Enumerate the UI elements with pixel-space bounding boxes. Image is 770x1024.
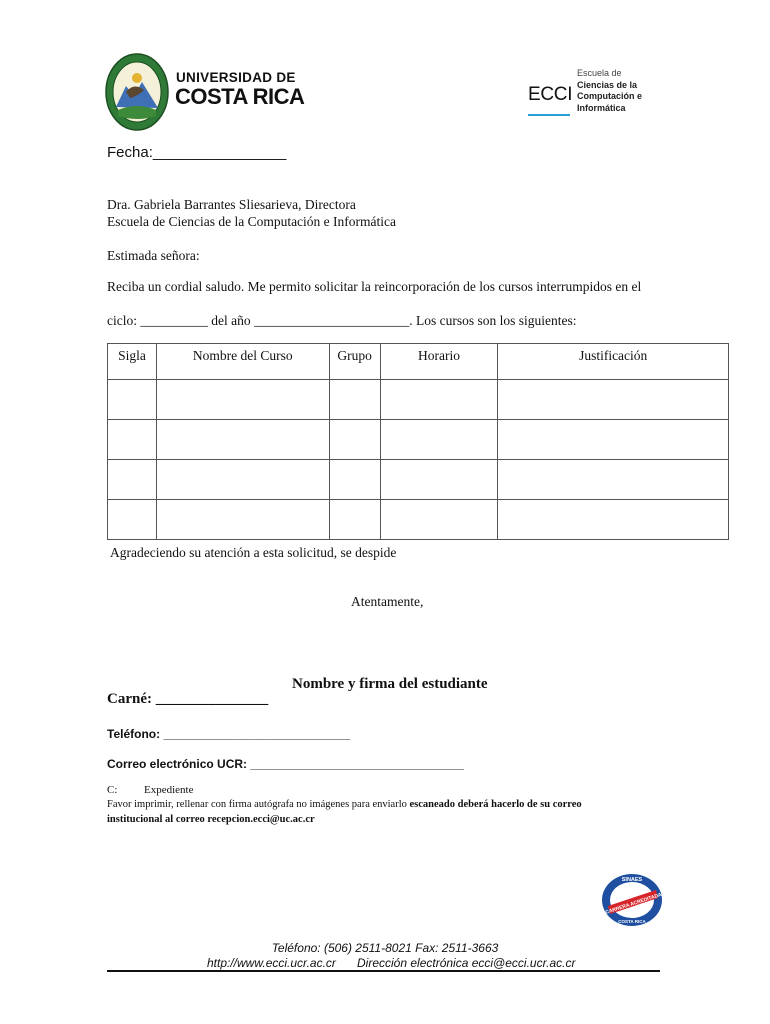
body-paragraph-line-1: Reciba un cordial saludo. Me permito solicitar la reincorporación de los cursos interrumpidos en el: [107, 279, 642, 294]
table-cell[interactable]: [108, 380, 157, 420]
seal-band-text: CARRERA ACREDITADA: [604, 891, 663, 916]
footer-email[interactable]: Dirección electrónica ecci@ecci.ucr.ac.cr: [357, 956, 576, 970]
table-row: [108, 420, 729, 460]
university-name-line-1: UNIVERSIDAD DE: [176, 70, 296, 85]
ucr-logo: [104, 52, 305, 134]
footer-divider: [107, 970, 660, 972]
body-paragraph-line-2[interactable]: ciclo: __________ del año _______________________. Los cursos son los siguientes:: [107, 313, 577, 328]
footer-contact-line: Teléfono: (506) 2511-8021 Fax: 2511-3663: [271, 941, 499, 955]
table-cell[interactable]: [498, 380, 729, 420]
ecci-name-line: Escuela de: [577, 68, 622, 78]
table-cell[interactable]: [498, 500, 729, 540]
ecci-name-line: Informática: [577, 102, 626, 113]
carne-field[interactable]: Carné: _______________: [107, 691, 269, 707]
instructions-note-line-1: [107, 799, 582, 810]
university-name-line-2: COSTA RICA: [175, 84, 305, 109]
signature-label: Nombre y firma del estudiante: [292, 676, 488, 692]
cc-label: C:: [107, 784, 118, 796]
column-header-justification: Justificación: [498, 344, 729, 380]
column-header-group: Grupo: [329, 344, 380, 380]
cc-value: Expediente: [144, 784, 194, 796]
addressee-name: Dra. Gabriela Barrantes Sliesarieva, Directora: [107, 197, 356, 212]
table-cell[interactable]: [380, 500, 498, 540]
table-cell[interactable]: [156, 460, 329, 500]
table-cell[interactable]: [329, 420, 380, 460]
table-cell[interactable]: [156, 420, 329, 460]
email-field[interactable]: Correo electrónico UCR: ________________________________: [107, 757, 464, 771]
accreditation-seal-icon: [600, 872, 664, 928]
ecci-accent-line: [528, 114, 570, 116]
closing-thanks: Agradeciendo su atención a esta solicitud, se despide: [110, 545, 397, 560]
courses-table: [107, 343, 729, 540]
note-bold-text: escaneado deberá hacerlo de su correo: [409, 799, 582, 810]
table-cell[interactable]: [156, 380, 329, 420]
ucr-seal-icon: [104, 52, 170, 132]
seal-top-text: SINAES: [621, 877, 643, 883]
ecci-logo: [528, 66, 658, 122]
phone-field[interactable]: Teléfono: ____________________________: [107, 727, 351, 741]
instructions-note-line-2: institucional al correo recepcion.ecci@uc.ac.cr: [107, 814, 315, 825]
table-cell[interactable]: [380, 420, 498, 460]
ecci-name-line: Computación e: [577, 91, 643, 101]
table-cell[interactable]: [329, 460, 380, 500]
table-row: [108, 380, 729, 420]
table-cell[interactable]: [108, 500, 157, 540]
table-header-row: [108, 344, 729, 380]
ecci-school-name: [577, 68, 657, 114]
column-header-course-name: Nombre del Curso: [156, 344, 329, 380]
addressee-school: Escuela de Ciencias de la Computación e Informática: [107, 214, 397, 229]
greeting: Estimada señora:: [107, 248, 200, 263]
column-header-sigla: Sigla: [108, 344, 157, 380]
table-cell[interactable]: [329, 500, 380, 540]
table-cell[interactable]: [380, 380, 498, 420]
table-cell[interactable]: [108, 460, 157, 500]
table-cell[interactable]: [498, 420, 729, 460]
table-cell[interactable]: [380, 460, 498, 500]
seal-bottom-text: COSTA RICA: [618, 919, 646, 924]
note-normal-text: Favor imprimir, rellenar con firma autógrafa no imágenes para enviarlo: [107, 799, 410, 810]
table-row: [108, 500, 729, 540]
table-cell[interactable]: [156, 500, 329, 540]
table-cell[interactable]: [498, 460, 729, 500]
closing-regards: Atentamente,: [351, 594, 424, 609]
footer-website-link[interactable]: http://www.ecci.ucr.ac.cr: [207, 956, 336, 970]
table-row: [108, 460, 729, 500]
ecci-name-line: Ciencias de la: [577, 79, 638, 90]
column-header-schedule: Horario: [380, 344, 498, 380]
table-cell[interactable]: [108, 420, 157, 460]
date-field[interactable]: Fecha:________________: [107, 144, 287, 161]
table-cell[interactable]: [329, 380, 380, 420]
ecci-acronym: ECCI: [528, 84, 573, 105]
